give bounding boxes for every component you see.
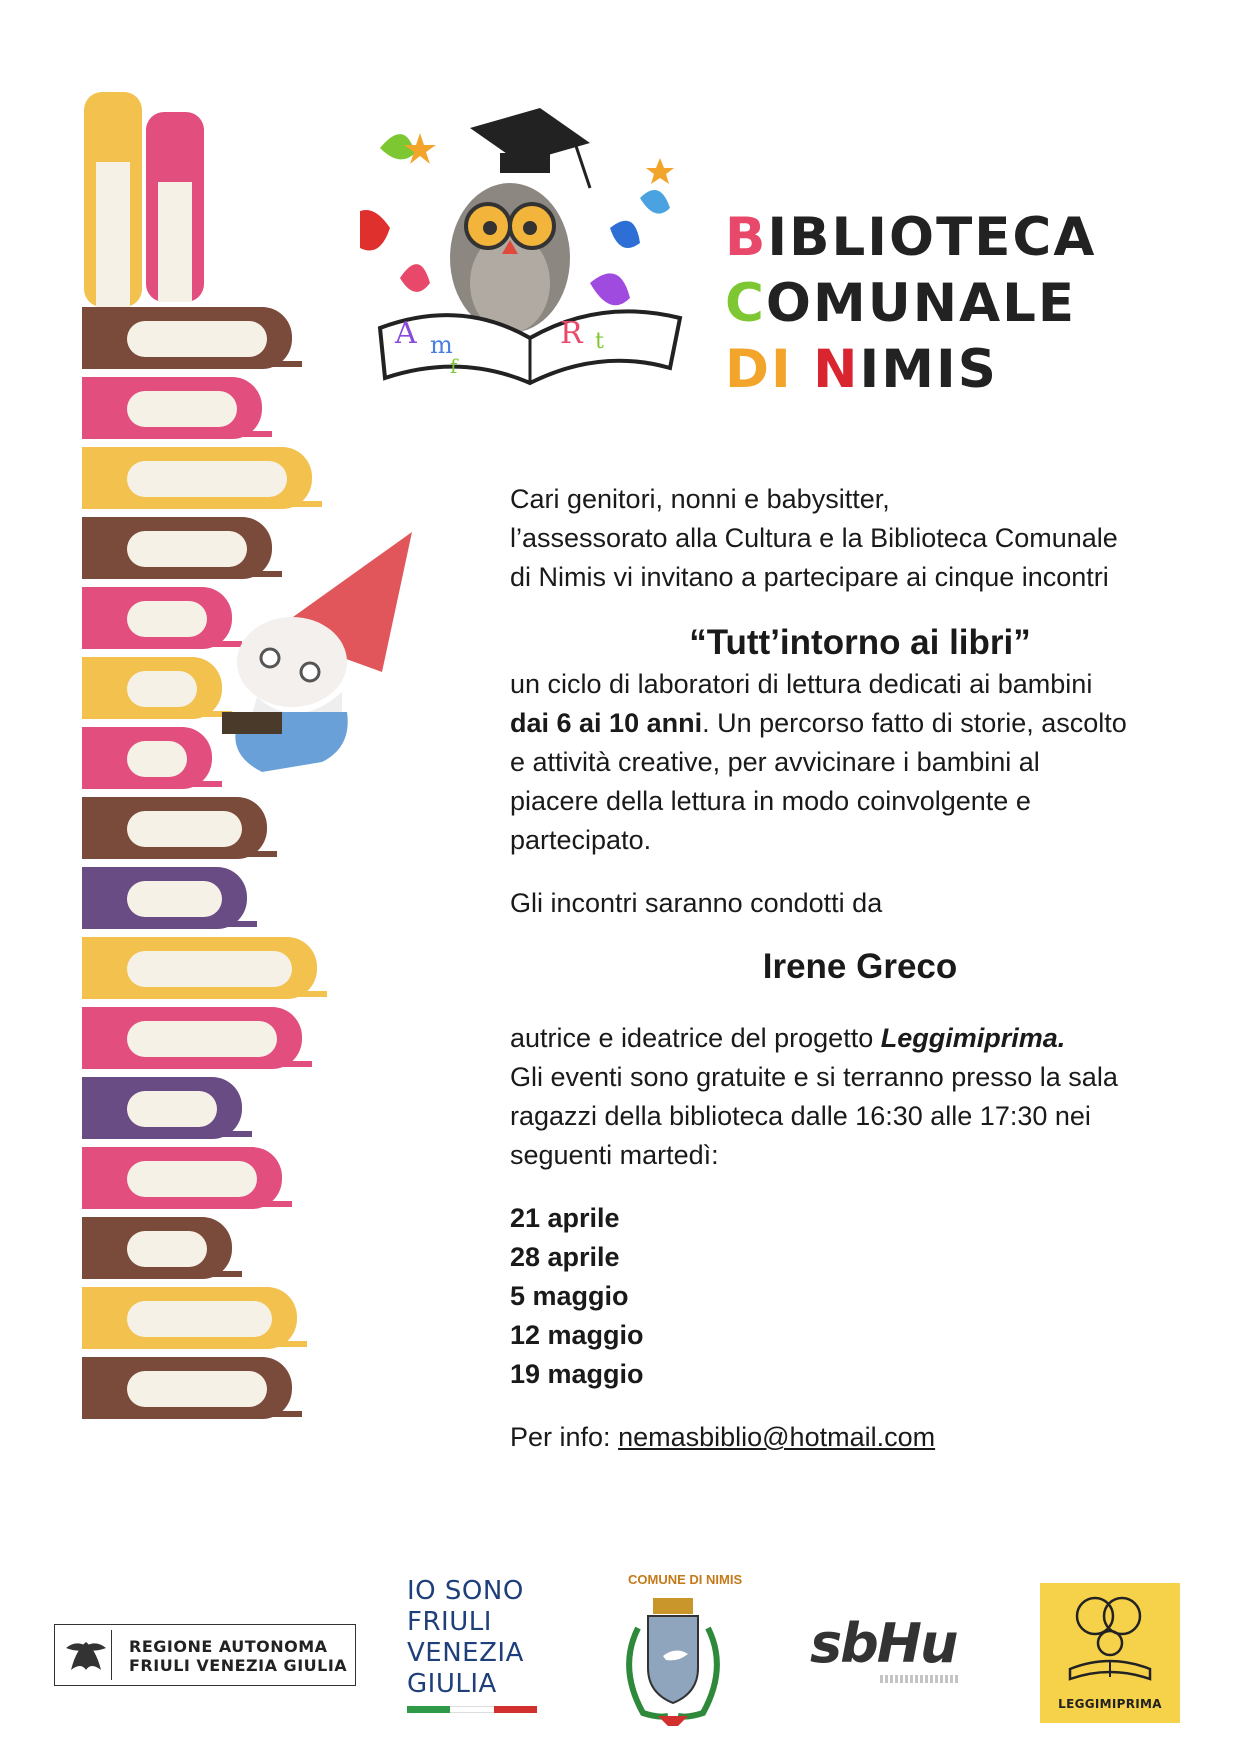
svg-text:t: t [595, 329, 604, 354]
invite-line-2: di Nimis vi invitano a partecipare ai cinque incontri [510, 562, 1109, 592]
date-item: 19 maggio [510, 1359, 644, 1389]
date-item: 21 aprile [510, 1203, 620, 1233]
host-role: autrice e ideatrice del progetto Leggimiprima. [510, 1023, 1066, 1053]
owl-library-logo [360, 108, 710, 418]
greeting-text: Cari genitori, nonni e babysitter, [510, 484, 890, 514]
desc-line-4: piacere della lettura in modo coinvolgente e [510, 786, 1031, 816]
title-initial-n: N [813, 339, 860, 400]
host-name: Irene Greco [762, 947, 958, 986]
title-line-comunale: COMUNALE [725, 273, 1077, 334]
eagle-icon [61, 1630, 112, 1680]
info-email-link[interactable]: nemasbiblio@hotmail.com [618, 1422, 936, 1452]
project-name: Leggimiprima. [880, 1023, 1066, 1053]
info-line: Per info: nemasbiblio@hotmail.com [510, 1422, 936, 1452]
events-line-1: Gli eventi sono gratuite e si terranno presso la sala [510, 1062, 1118, 1092]
svg-text:R: R [560, 316, 583, 351]
library-title [725, 205, 1225, 403]
comune-caption: COMUNE DI NIMIS [628, 1572, 743, 1587]
title-initial-c: C [725, 273, 766, 334]
io-sono-fvg-logo: IO SONO FRIULI VENEZIA GIULIA [407, 1576, 557, 1713]
events-block [510, 1058, 1210, 1175]
conducted-by: Gli incontri saranno condotti da [510, 888, 883, 918]
regione-fvg-logo [54, 1624, 356, 1686]
date-list [510, 1199, 1210, 1394]
series-title: “Tutt’intorno ai libri” [689, 623, 1031, 662]
crest-shield-icon [598, 1588, 748, 1730]
events-line-2: ragazzi della biblioteca dalle 16:30 alle 17:30 nei [510, 1101, 1091, 1131]
reading-family-icon [1060, 1591, 1160, 1686]
regione-line-2: FRIULI VENEZIA GIULIA [129, 1656, 348, 1675]
comune-di-nimis-crest [598, 1570, 748, 1730]
owl-letter-a: A [395, 316, 417, 351]
desc-line-3: e attività creative, per avvicinare i bambini al [510, 747, 1040, 777]
italian-flag-stripe [407, 1706, 537, 1713]
invite-line-1: l’assessorato alla Cultura e la Biblioteca Comunale [510, 523, 1118, 553]
title-line-di-nimis: DI NIMIS [725, 339, 998, 400]
title-initial-d: DI [725, 339, 814, 400]
age-range: dai 6 ai 10 anni [510, 708, 703, 738]
svg-text:f: f [450, 354, 458, 378]
title-line-biblioteca: BIBLIOTECA [725, 207, 1097, 268]
title-initial-b: B [725, 207, 768, 268]
description-block [510, 665, 1210, 860]
events-line-3: seguenti martedì: [510, 1140, 719, 1170]
date-item: 5 maggio [510, 1281, 629, 1311]
invitation-text [510, 480, 1210, 1457]
desc-line-1: un ciclo di laboratori di lettura dedicati ai bambini [510, 669, 1093, 699]
regione-line-1: REGIONE AUTONOMA [129, 1637, 328, 1656]
date-item: 28 aprile [510, 1242, 620, 1272]
desc-line-2: dai 6 ai 10 anni. Un percorso fatto di storie, ascolto [510, 708, 1127, 738]
date-item: 12 maggio [510, 1320, 644, 1350]
svg-text:m: m [430, 331, 453, 359]
leggimiprima-logo: LEGGIMIPRIMA [1040, 1583, 1180, 1723]
greeting-block [510, 480, 1210, 597]
desc-line-5: partecipato. [510, 825, 652, 855]
sbhu-logo: sbHu [810, 1615, 965, 1695]
